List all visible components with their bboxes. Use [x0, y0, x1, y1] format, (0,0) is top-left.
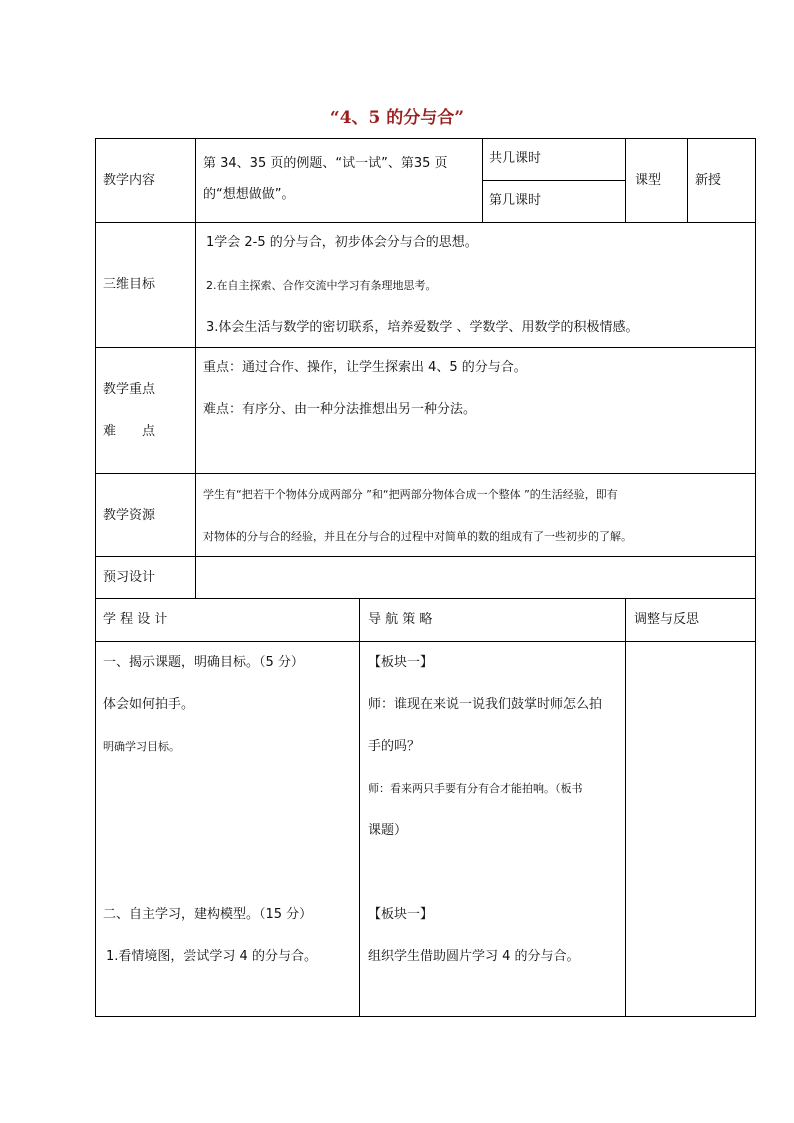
section2-step: 1.看情境图，尝试学习 4 的分与合。	[106, 949, 317, 964]
col-divider	[625, 598, 626, 1017]
difficulty-label: 难 点	[103, 424, 156, 439]
section2-block-tag: 【板块一】	[368, 907, 434, 922]
row-divider	[95, 641, 755, 642]
resources-label: 教学资源	[103, 508, 156, 523]
col-divider	[195, 138, 196, 599]
resources-text: 学生有“把若干个物体分成两部分 ”和“把两部分物体合成一个整体 ”的生活经验，即有	[203, 488, 618, 501]
row-divider	[482, 180, 625, 181]
col-divider	[625, 138, 626, 223]
column-header-design: 学 程 设 计	[103, 612, 168, 627]
row-divider	[95, 598, 755, 599]
lesson-type-value: 新授	[695, 173, 722, 188]
key-point-text: 重点：通过合作、操作，让学生探索出 4、5 的分与合。	[203, 360, 527, 375]
goal-item: 1学会 2-5 的分与合，初步体会分与合的思想。	[206, 235, 478, 250]
column-header-reflection: 调整与反思	[634, 612, 700, 627]
lesson-type-label: 课型	[635, 173, 662, 188]
section1-strategy: 课题）	[368, 823, 408, 838]
row-divider	[95, 222, 755, 223]
total-hours-label: 共几课时	[489, 151, 542, 166]
column-header-strategy: 导 航 策 略	[368, 612, 433, 627]
section2-title: 二、自主学习，建构模型。（15 分）	[103, 907, 313, 922]
row-divider	[95, 556, 755, 557]
section1-step: 明确学习目标。	[103, 740, 180, 753]
section1-title: 一、揭示课题，明确目标。（5 分）	[103, 655, 304, 670]
goal-item: 3.体会生活与数学的密切联系，培养爱数学 、学数学、用数学的积极情感。	[206, 320, 639, 335]
table-border-bottom	[95, 1016, 755, 1017]
teaching-content-value: 第 34、35 页的例题、“试一试”、第35 页的“想想做做”。	[203, 156, 448, 202]
table-border-top	[95, 138, 755, 139]
table-border-right	[755, 138, 756, 1017]
row-divider	[95, 473, 755, 474]
section1-strategy: 手的吗？	[368, 739, 421, 754]
three-goals-label: 三维目标	[103, 277, 156, 292]
table-border-left	[95, 138, 96, 1017]
page-title: “4、5 的分与合”	[329, 108, 465, 128]
section1-step: 体会如何拍手。	[103, 697, 195, 712]
col-divider	[359, 598, 360, 1017]
col-divider	[687, 138, 688, 223]
section1-strategy: 师：看来两只手要有分有合才能拍响。（板书	[368, 782, 583, 795]
resources-text: 对物体的分与合的经验，并且在分与合的过程中对简单的数的组成有了一些初步的了解。	[203, 530, 632, 543]
row-divider	[95, 347, 755, 348]
section1-strategy: 师：谁现在来说一说我们鼓掌时师怎么拍	[368, 697, 603, 712]
teaching-content-label: 教学内容	[103, 173, 156, 188]
which-hour-label: 第几课时	[489, 193, 542, 208]
goal-item: 2.在自主探索、合作交流中学习有条理地思考。	[206, 279, 437, 292]
col-divider	[482, 138, 483, 223]
key-point-label: 教学重点	[103, 382, 156, 397]
section2-strategy: 组织学生借助圆片学习 4 的分与合。	[368, 949, 580, 964]
preview-design-label: 预习设计	[103, 570, 156, 585]
section1-block-tag: 【板块一】	[368, 655, 434, 670]
difficulty-text: 难点：有序分、由一种分法推想出另一种分法。	[203, 402, 477, 417]
